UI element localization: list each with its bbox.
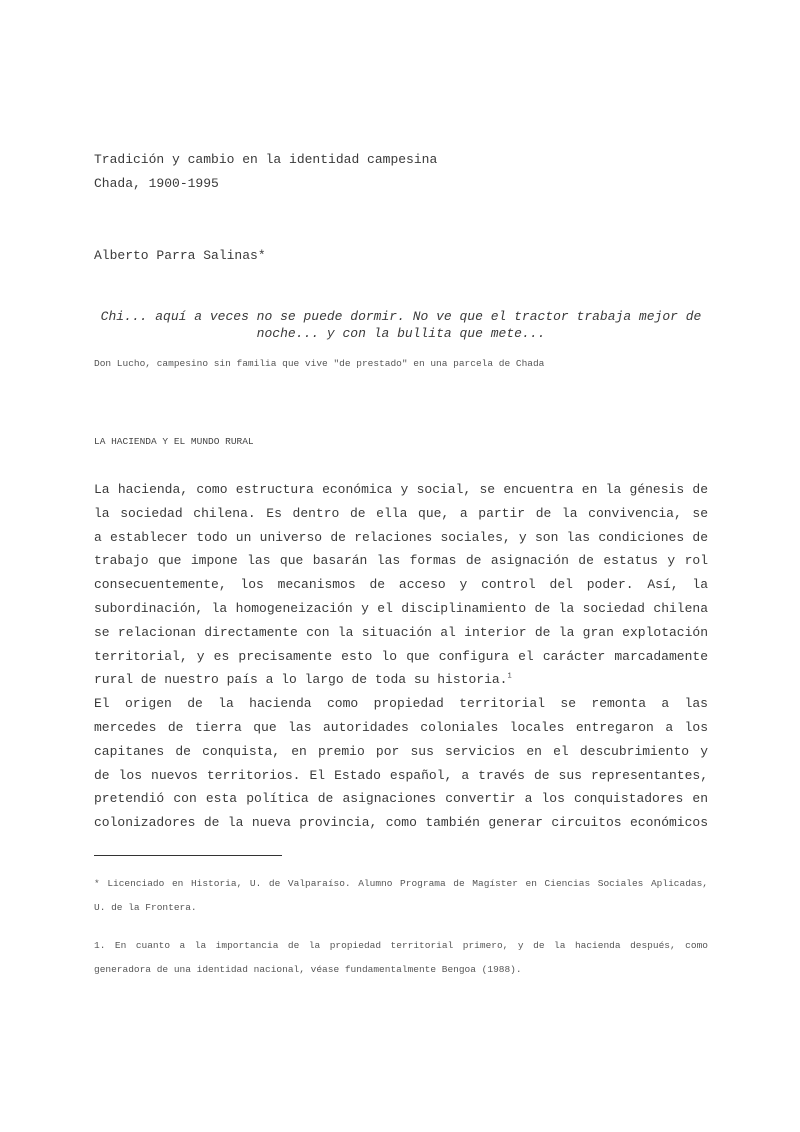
- paragraph-line: a establecer todo un universo de relaciones sociales, y son las condiciones de: [94, 529, 708, 545]
- footnote-author: [94, 872, 708, 920]
- paragraph-line: La hacienda, como estructura económica y social, se encuentra en la génesis de: [94, 482, 708, 497]
- footnote-line: generadora de una identidad nacional, véase fundamentalmente Bengoa (1988).: [94, 964, 522, 975]
- footnote-marker: 1: [507, 673, 512, 682]
- paragraph-line: El origen de la hacienda como propiedad territorial se remonta a las: [94, 696, 708, 712]
- paragraph-line: trabajo que impone las que basarán las formas de asignación de estatus y rol: [94, 553, 708, 569]
- paragraph-line: consecuentemente, los mecanismos de acceso y control del poder. Así, la: [94, 577, 708, 593]
- author-name: Alberto Parra Salinas*: [94, 248, 266, 263]
- footnote-1: [94, 934, 708, 982]
- paragraph-line: capitanes de conquista, en premio por sus servicios en el descubrimiento y: [94, 743, 708, 759]
- footnote-line: 1. En cuanto a la importancia de la propiedad territorial primero, y de la hacienda después, como: [94, 940, 708, 951]
- footnote-line: * Licenciado en Historia, U. de Valparaíso. Alumno Programa de Magíster en Ciencias Sociales Aplicadas,: [94, 878, 708, 889]
- epigraph-line: noche... y con la bullita que mete...: [256, 326, 546, 341]
- footnote-separator: [94, 855, 282, 856]
- epigraph-line: Chi... aquí a veces no se puede dormir. No ve que el tractor trabaja mejor de: [100, 309, 702, 324]
- document-title: Tradición y cambio en la identidad campesina: [94, 152, 438, 167]
- document-subtitle: Chada, 1900-1995: [94, 176, 219, 191]
- paragraph-line: pretendió con esta política de asignaciones convertir a los conquistadores en: [94, 791, 708, 807]
- paragraph-last-line: [94, 668, 708, 692]
- paragraph-line: colonizadores de la nueva provincia, como también generar circuitos económicos: [94, 815, 708, 831]
- section-heading: LA HACIENDA Y EL MUNDO RURAL: [94, 436, 254, 447]
- paragraph-line: mercedes de tierra que las autoridades coloniales locales entregaron a los: [94, 719, 708, 735]
- paragraph-line: subordinación, la homogeneización y el disciplinamiento de la sociedad chilena: [94, 600, 708, 616]
- body-text: [94, 478, 708, 835]
- paragraph-line: de los nuevos territorios. El Estado español, a través de sus representantes,: [94, 767, 708, 783]
- epigraph: [94, 308, 708, 342]
- footnote-line: U. de la Frontera.: [94, 902, 197, 913]
- epigraph-attribution: Don Lucho, campesino sin familia que vive "de prestado" en una parcela de Chada: [94, 358, 545, 369]
- paragraph-line: territorial, y es precisamente esto lo que configura el carácter marcadamente: [94, 648, 708, 664]
- paragraph-line: se relacionan directamente con la situación al interior de la gran explotación: [94, 624, 708, 640]
- paragraph-line-text: rural de nuestro país a lo largo de toda su historia.: [94, 672, 508, 688]
- paragraph-line: la sociedad chilena. Es dentro de ella que, a partir de la convivencia, se: [94, 505, 708, 521]
